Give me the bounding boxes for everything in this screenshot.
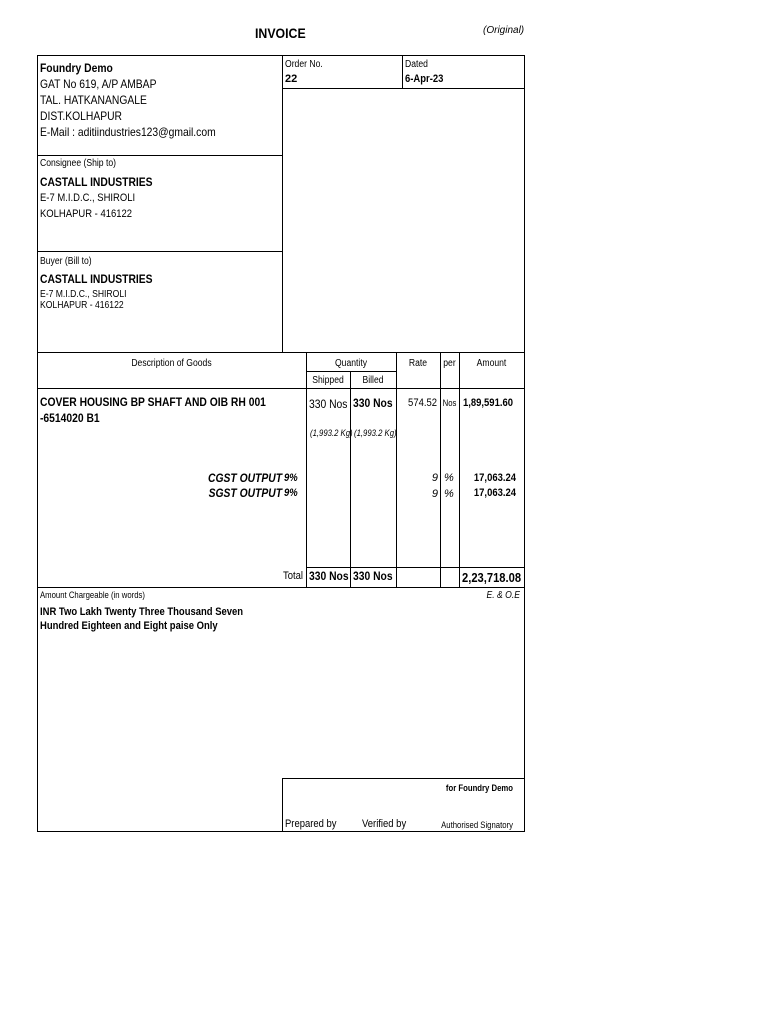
consignee-address-line: E-7 M.I.D.C., SHIROLI <box>40 192 136 204</box>
prepared-by: Prepared by <box>285 818 337 830</box>
consignee-address-line: KOLHAPUR - 416122 <box>40 208 133 220</box>
buyer-label: Buyer (Bill to) <box>40 256 92 267</box>
verified-by: Verified by <box>362 818 407 830</box>
tax-per: % <box>444 472 454 484</box>
copy-label: (Original) <box>483 25 525 36</box>
item-description-code: -6514020 B1 <box>40 411 100 425</box>
order-no-label: Order No. <box>285 59 323 70</box>
header-rate: Rate <box>408 358 428 369</box>
amount-words-line: Hundred Eighteen and Eight paise Only <box>40 620 218 632</box>
eoe-label: E. & O.E <box>486 590 520 601</box>
header-per: per <box>443 358 456 369</box>
item-description: COVER HOUSING BP SHAFT AND OIB RH 001 <box>40 395 266 409</box>
authorised-signatory: Authorised Signatory <box>441 820 513 830</box>
total-amount: 2,23,718.08 <box>462 570 522 585</box>
buyer-address-line: E-7 M.I.D.C., SHIROLI <box>40 289 127 300</box>
order-no-value: 22 <box>285 73 298 85</box>
seller-email: E-Mail : aditiindustries123@gmail.com <box>40 125 216 139</box>
header-amount: Amount <box>476 358 507 369</box>
item-billed: 330 Nos <box>353 396 393 410</box>
tax-pct: 9% <box>284 487 298 499</box>
item-shipped-weight: (1,993.2 Kg) <box>310 428 353 438</box>
header-billed: Billed <box>362 375 384 386</box>
buyer-name: CASTALL INDUSTRIES <box>40 272 153 286</box>
header-quantity: Quantity <box>334 358 368 369</box>
seller-address-line: GAT No 619, A/P AMBAP <box>40 77 157 91</box>
tax-pct: 9% <box>284 472 298 484</box>
item-shipped: 330 Nos <box>309 397 348 411</box>
header-description: Description of Goods <box>131 358 212 369</box>
seller-name: Foundry Demo <box>40 61 113 75</box>
item-billed-weight: (1,993.2 Kg) <box>354 428 397 438</box>
tax-name: SGST OUTPUT <box>208 486 282 500</box>
buyer-address-line: KOLHAPUR - 416122 <box>40 300 124 311</box>
tax-per: % <box>444 488 454 500</box>
for-company: for Foundry Demo <box>445 783 513 793</box>
dated-label: Dated <box>405 59 428 70</box>
total-label: Total <box>283 570 303 582</box>
words-label: Amount Chargeable (in words) <box>40 590 145 600</box>
dated-value: 6-Apr-23 <box>405 73 444 85</box>
consignee-label: Consignee (Ship to) <box>40 158 117 169</box>
tax-name: CGST OUTPUT <box>208 471 282 485</box>
tax-amount: 17,063.24 <box>473 472 516 484</box>
consignee-name: CASTALL INDUSTRIES <box>40 175 153 189</box>
header-shipped: Shipped <box>312 375 344 386</box>
amount-words-line: INR Two Lakh Twenty Three Thousand Seven <box>40 606 244 618</box>
seller-address-line: TAL. HATKANANGALE <box>40 93 147 107</box>
tax-rate: 9 <box>431 472 438 484</box>
item-amount: 1,89,591.60 <box>463 397 513 409</box>
invoice-title: INVOICE <box>255 25 306 41</box>
item-rate: 574.52 <box>408 397 437 409</box>
item-per: Nos <box>442 398 457 408</box>
total-billed: 330 Nos <box>353 569 393 583</box>
tax-amount: 17,063.24 <box>473 487 516 499</box>
seller-address-line: DIST.KOLHAPUR <box>40 109 123 123</box>
tax-rate: 9 <box>431 488 438 500</box>
total-shipped: 330 Nos <box>309 569 349 583</box>
